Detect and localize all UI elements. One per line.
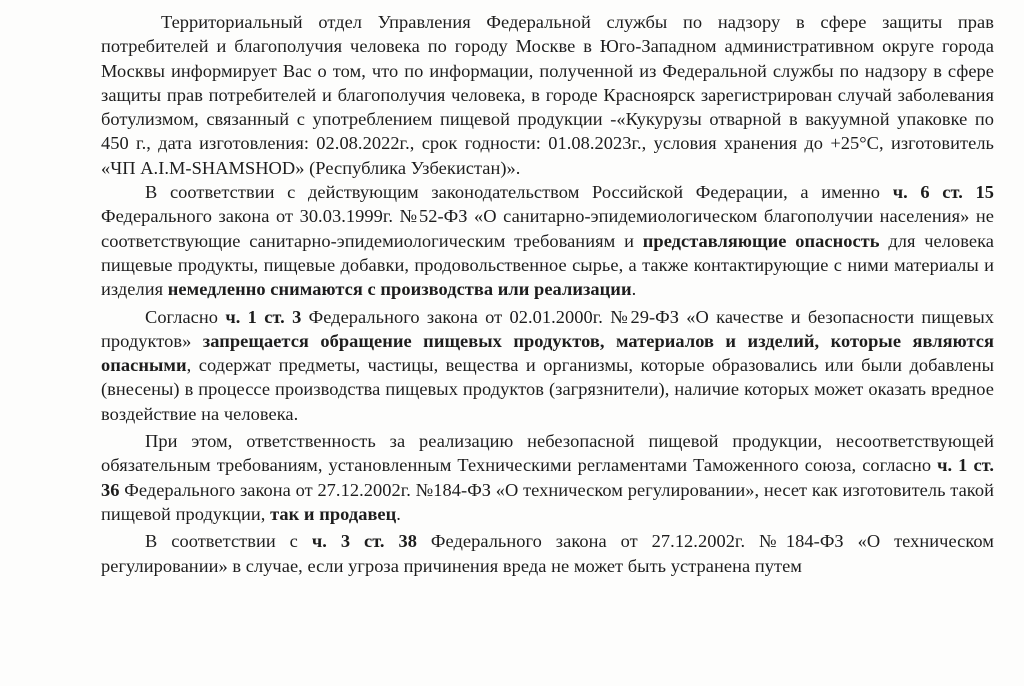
text-run: В соответствии с — [145, 531, 312, 552]
bold-run: ч. 1 ст. 36 — [101, 455, 995, 500]
bold-run: ч. 1 ст. 3 — [225, 306, 302, 327]
bold-run: ч. 3 ст. 38 — [311, 531, 417, 552]
text-run: В соответствии с действующим законодательством Российской Федерации, а именно — [145, 182, 893, 203]
bold-run: ч. 6 ст. 15 — [892, 182, 994, 203]
paragraph-law-184fz-responsibility — [101, 429, 994, 526]
text-run: Федерального закона от 27.12.2002г. №184-ФЗ «О техническом регулировании» в случае, если угроза причинения вреда не может быть устранена путем — [101, 531, 994, 576]
text-run: Федерального закона от 30.03.1999г. №52-ФЗ «О санитарно-эпидемиологическом благополучии населения» не соответствующие санитарно-эпидемиологическим требованиям и — [101, 206, 994, 251]
text-run: При этом, ответственность за реализацию небезопасной пищевой продукции, несоответствующей обязательным требованиям, установленным Техническими регламентами Таможенного союза, согласно — [101, 431, 994, 476]
paragraph-notice: Территориальный отдел Управления Федеральной службы по надзору в сфере защиты прав потребителей и благополучия человека по городу Москве в Юго-Западном административном округе города Москвы информирует Вас о том, что по информации, полученной из Федеральной службы по надзору в сфере защиты прав потребителей и благополучия человека, в городе Красноярск зарегистрирован случай заболевания ботулизмом, связанный с употреблением пищевой продукции -«Кукурузы отварной в вакуумной упаковке по 450 г., дата изготовления: 02.08.2022г., срок годности: 01.08.2023г., условия хранения до +25°С, изготовитель «ЧП A.I.M-SHAMSHOD» (Республика Узбекистан)». — [101, 12, 994, 178]
bold-run: представляющие опасность — [642, 230, 880, 251]
text-run: . — [631, 279, 637, 300]
bold-run: немедленно снимаются с производства или реализации — [167, 279, 632, 300]
text-run: , содержат предметы, частицы, вещества и организмы, которые образовались или были добавлены (внесены) в процессе производства пищевых продуктов (загрязнители), наличие которых может оказать вредное воздействие на человека. — [101, 355, 994, 424]
paragraph-law-184fz-art38 — [101, 529, 994, 578]
text-run: Федерального закона от 27.12.2002г. №184-ФЗ «О техническом регулировании», несет как изготовитель такой пищевой продукции, — [101, 479, 994, 524]
text-run: для человека пищевые продукты, пищевые добавки, продовольственное сырье, а также контактирующие с ними материалы и изделия — [101, 230, 994, 300]
paragraph-law-29fz — [101, 305, 994, 426]
text-run: Федерального закона от 02.01.2000г. №29-ФЗ «О качестве и безопасности пищевых продуктов» — [101, 306, 994, 351]
bold-run: так и продавец — [270, 503, 397, 524]
text-run: . — [396, 503, 401, 524]
text-run: Согласно — [145, 306, 226, 327]
bold-run: запрещается обращение пищевых продуктов, материалов и изделий, которые являются опасными — [101, 330, 994, 376]
paragraph-law-52fz — [101, 180, 994, 301]
